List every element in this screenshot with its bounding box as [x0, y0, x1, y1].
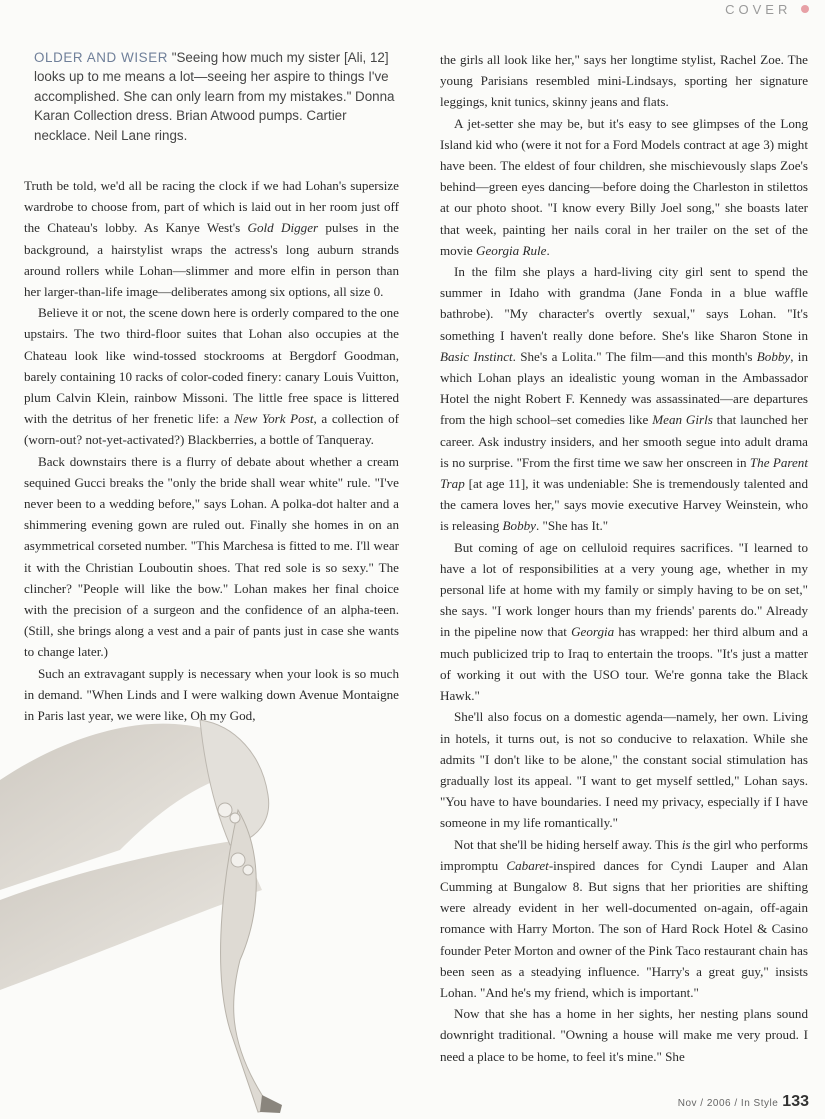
- paragraph: the girls all look like her," says her longtime stylist, Rachel Zoe. The young Parisians resembled mini-Lindsays, sporting her signature leggings, knit tunics, skinny jeans and flats.: [440, 52, 808, 110]
- paragraph: [440, 113, 808, 261]
- text-run: .: [546, 242, 550, 258]
- text-run: the girl who performs impromptu: [440, 836, 808, 873]
- paragraph: [440, 537, 808, 707]
- italic-title: Bobby: [502, 518, 536, 534]
- section-label: COVER: [725, 2, 792, 17]
- caption-text: "Seeing how much my sister [Ali, 12] looks up to me means a lot—seeing her aspire to things I've accomplished. She can only learn from my mistakes." Donna Karan Collection dress. Brian Atwood pumps. Cartier necklace. Neil Lane rings.: [34, 50, 395, 143]
- caption-lead: OLDER AND WISER: [34, 50, 169, 65]
- italic-title: The Parent Trap: [440, 454, 808, 492]
- text-run: . She's a Lolita." The film—and this month's: [512, 348, 757, 364]
- page-footer: [678, 1093, 809, 1111]
- italic-title: Georgia: [571, 624, 615, 640]
- issue-line: Nov / 2006 / In Style: [677, 1098, 779, 1109]
- paragraph: [24, 302, 399, 450]
- italic-title: Mean Girls: [652, 412, 713, 428]
- left-column: [24, 175, 399, 726]
- italic-title: Cabaret: [506, 857, 549, 873]
- paragraph: Now that she has a home in her sights, her nesting plans sound downright traditional. "Owning a house will make me very proud. I need a place to be home, to feel it's mine." She: [440, 1006, 808, 1064]
- italic-title: New York Post: [234, 411, 314, 427]
- italic-title: Georgia Rule: [476, 242, 547, 258]
- text-run: that launched her career. Ask industry insiders, and her smooth segue into adult drama is no surprise. "From the first time we saw her onscreen in: [440, 412, 808, 470]
- text-run: -inspired dances for Cyndi Lauper and Alan Cumming at Bungalow 8. But signs that her priorities are shifting were already evident in her well-documented on-again, off-again romance with Harry Morton. The son of Hard Rock Hotel & Casino founder Peter Morton and owner of the Pink Taco restaurant chain has been seen as a steadying influence. "Harry's a great guy," insists Lohan. "And he's my friend, which is important.": [440, 857, 808, 1000]
- text-run: Truth be told, we'd all be racing the clock if we had Lohan's supersize wardrobe to choose from, part of which is laid out in her room just off the Chateau's lobby. As Kanye West's: [24, 178, 399, 236]
- text-run: In the film she plays a hard-living city girl sent to spend the summer in Idaho with grandma (Jane Fonda in a blue waffle bathrobe). "My character's overtly sexual," says Lohan. "It's something I haven't really done before. She's like Sharon Stone in: [440, 264, 808, 343]
- text-run: Not that she'll be hiding herself away. This: [454, 836, 682, 852]
- text-run: A jet-setter she may be, but it's easy to see glimpses of the Long Island kid who (were it not for a Ford Models contract at age 3) might have been. The eldest of four children, she mischievously slaps Zoe's behind—green eyes dancing—before doing the Charleston in stilettos at our photo shoot. "I know every Billy Joel song," she boasts later that week, painting her nails coral in her trailer on the set of the movie: [440, 115, 808, 258]
- text-run: , in which Lohan plays an idealistic young woman in the Ambassador Hotel the night Robert F. Kennedy was assassinated—are departures from the high school–set comedies like: [440, 348, 808, 428]
- text-run: has wrapped: her third album and a much publicized trip to Iraq to entertain the troops. "It's just a matter of working it out with the USO tour. We're gonna take the Black Hawk.": [440, 624, 808, 704]
- italic-title: Basic Instinct: [440, 348, 513, 364]
- italic-title: Bobby: [756, 348, 791, 364]
- italic-emphasis: is: [681, 836, 691, 852]
- text-run: But coming of age on celluloid requires sacrifices. "I learned to have a lot of responsibilities at a very young age, whether in my personal life at home with my family or simply having to be on set," she says. "I work longer hours than my friends' parents do." Already in the pipeline now that: [440, 539, 808, 640]
- paragraph: Back downstairs there is a flurry of debate about whether a cream sequined Gucci breaks the "only the bride shall wear white" rule. "I've never been to a wedding before," says Lohan. A polka-dot halter and a shimmering evening gown are ruled out. Finally she homes in on an asymmetrical corseted number. "This Marchesa is fitted to me. I'll wear it with the Christian Louboutin shoes. That red sole is so sexy." The clincher? "People will like the bow." Lohan makes her final choice with the precision of a surgeon and the confidence of an alpha-teen. (Still, she brings along a vest and a pair of pants just in case she wants to change later.): [24, 453, 399, 660]
- paragraph: She'll also focus on a domestic agenda—namely, her own. Living in hotels, it turns out, is not so conducive to relaxation. While she admits "I don't like to be alone," the constant social stimulation has gradually lost its appeal. "I want to get myself settled," Lohan says. "You have to have boundaries. I need my privacy, especially if I have someone in my life romantically.": [440, 709, 808, 831]
- paragraph: [440, 261, 808, 537]
- right-column: [440, 49, 808, 1067]
- italic-title: Gold Digger: [247, 220, 319, 236]
- text-run: Believe it or not, the scene down here is orderly compared to the one upstairs. The two third-floor suites that Lohan also occupies at the Chateau look like wind-tossed stockrooms at Bergdorf Goodman, barely containing 10 racks of color-coded finery: canary Louis Vuitton, plum Calvin Klein, rainbow Missoni. The little free space is littered with the detritus of her frenetic life: a: [24, 305, 399, 427]
- section-dot: [801, 5, 809, 13]
- paragraph: [440, 834, 808, 1004]
- text-run: . "She has It.": [536, 518, 609, 534]
- text-run: pulses in the background, a hairstylist wraps the actress's long auburn strands around rollers while Lohan—slimmer and more elfin in person than her larger-than-life image—deliberates among six options, all size 0.: [24, 220, 399, 300]
- section-header: [725, 2, 809, 17]
- paragraph: Such an extravagant supply is necessary when your look is so much in demand. "When Linds and I were walking down Avenue Montaigne in Paris last year, we were like, Oh my God,: [24, 665, 399, 724]
- photo-caption: [34, 48, 404, 145]
- text-run: [at age 11], it was undeniable: She is tremendously talented and the camera loves her," says movie executive Harvey Weinstein, who is releasing: [440, 476, 808, 534]
- paragraph: [24, 175, 399, 302]
- text-run: , a collection of (worn-out? not-yet-activated?) Blackberries, a bottle of Tanqueray.: [24, 411, 399, 448]
- shoes-photo: [0, 700, 430, 1119]
- page-number: 133: [782, 1093, 809, 1110]
